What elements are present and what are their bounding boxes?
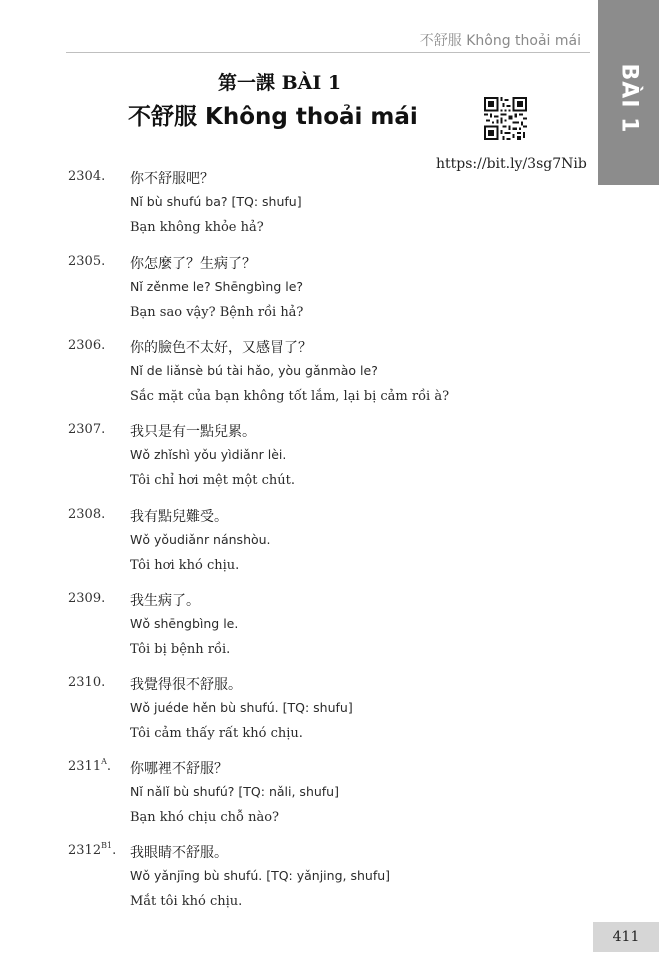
vietnamese-translation: Tôi bị bệnh rồi. [130, 642, 231, 657]
entry-number: 2306. [68, 338, 106, 353]
pinyin-line: Wǒ yǒudiǎnr nánshòu. [130, 532, 271, 547]
vietnamese-translation: Sắc mặt của bạn không tốt lắm, lại bị cảm rồi à? [130, 389, 450, 404]
lesson-link[interactable]: https://bit.ly/3sg7Nib [436, 156, 587, 172]
chinese-sentence: 我眼睛不舒服。 [130, 845, 228, 861]
lesson-number: 第一課 BÀI 1 [218, 72, 342, 94]
pinyin-line: Wǒ yǎnjīng bù shufú. [TQ: yǎnjing, shufu] [130, 868, 391, 883]
header-rule [66, 52, 590, 53]
pinyin-line: Wǒ juéde hěn bù shufú. [TQ: shufu] [130, 700, 353, 715]
side-tab-label: BÀI 1 [616, 63, 642, 133]
pinyin-line: Nǐ zěnme le? Shēngbìng le? [130, 279, 304, 294]
entry-number: 2304. [68, 169, 106, 184]
vietnamese-translation: Tôi hơi khó chịu. [130, 558, 240, 573]
vietnamese-translation: Bạn sao vậy? Bệnh rồi hả? [130, 305, 304, 320]
entry-number: $2312^{B1}$. [68, 841, 117, 858]
chinese-sentence: 我覺得很不舒服。 [130, 677, 242, 693]
running-header-title: 不舒服 Không thoải mái [419, 33, 581, 49]
pinyin-line: Wǒ shēngbìng le. [130, 616, 239, 631]
pinyin-line: Nǐ bù shufú ba? [TQ: shufu] [130, 194, 302, 209]
entry-number: 2310. [68, 675, 106, 690]
vietnamese-translation: Bạn không khỏe hả? [130, 220, 264, 235]
entry-number: 2309. [68, 591, 106, 606]
page-number: 411 [593, 922, 659, 952]
chinese-sentence: 我有點兒難受。 [130, 509, 228, 525]
pinyin-line: Nǐ de liǎnsè bú tài hǎo, yòu gǎnmào le? [130, 363, 378, 378]
chinese-sentence: 你哪裡不舒服？ [130, 761, 228, 777]
vietnamese-translation: Tôi cảm thấy rất khó chịu. [130, 726, 303, 741]
pinyin-line: Wǒ zhǐshì yǒu yìdiǎnr lèi. [130, 447, 287, 462]
pinyin-line: Nǐ nǎlǐ bù shufú? [TQ: nǎli, shufu] [130, 784, 339, 799]
entry-number: $2311^A$. [68, 757, 112, 774]
chinese-sentence: 你的臉色不太好，又感冒了？ [130, 340, 312, 356]
side-tab-label-wrap [600, 58, 657, 138]
chinese-sentence: 你怎麼了？生病了？ [130, 256, 256, 272]
entry-number: 2307. [68, 422, 106, 437]
entry-number: 2308. [68, 507, 106, 522]
vietnamese-translation: Mắt tôi khó chịu. [130, 894, 243, 909]
vietnamese-translation: Bạn khó chịu chỗ nào? [130, 810, 279, 825]
entry-number: 2305. [68, 254, 106, 269]
chinese-sentence: 我只是有一點兒累。 [130, 424, 256, 440]
vietnamese-translation: Tôi chỉ hơi mệt một chút. [130, 473, 295, 488]
qr-code-icon[interactable] [484, 97, 527, 140]
chinese-sentence: 你不舒服吧？ [130, 171, 214, 187]
lesson-title: 不舒服 Không thoải mái [128, 104, 418, 130]
chinese-sentence: 我生病了。 [130, 593, 200, 609]
